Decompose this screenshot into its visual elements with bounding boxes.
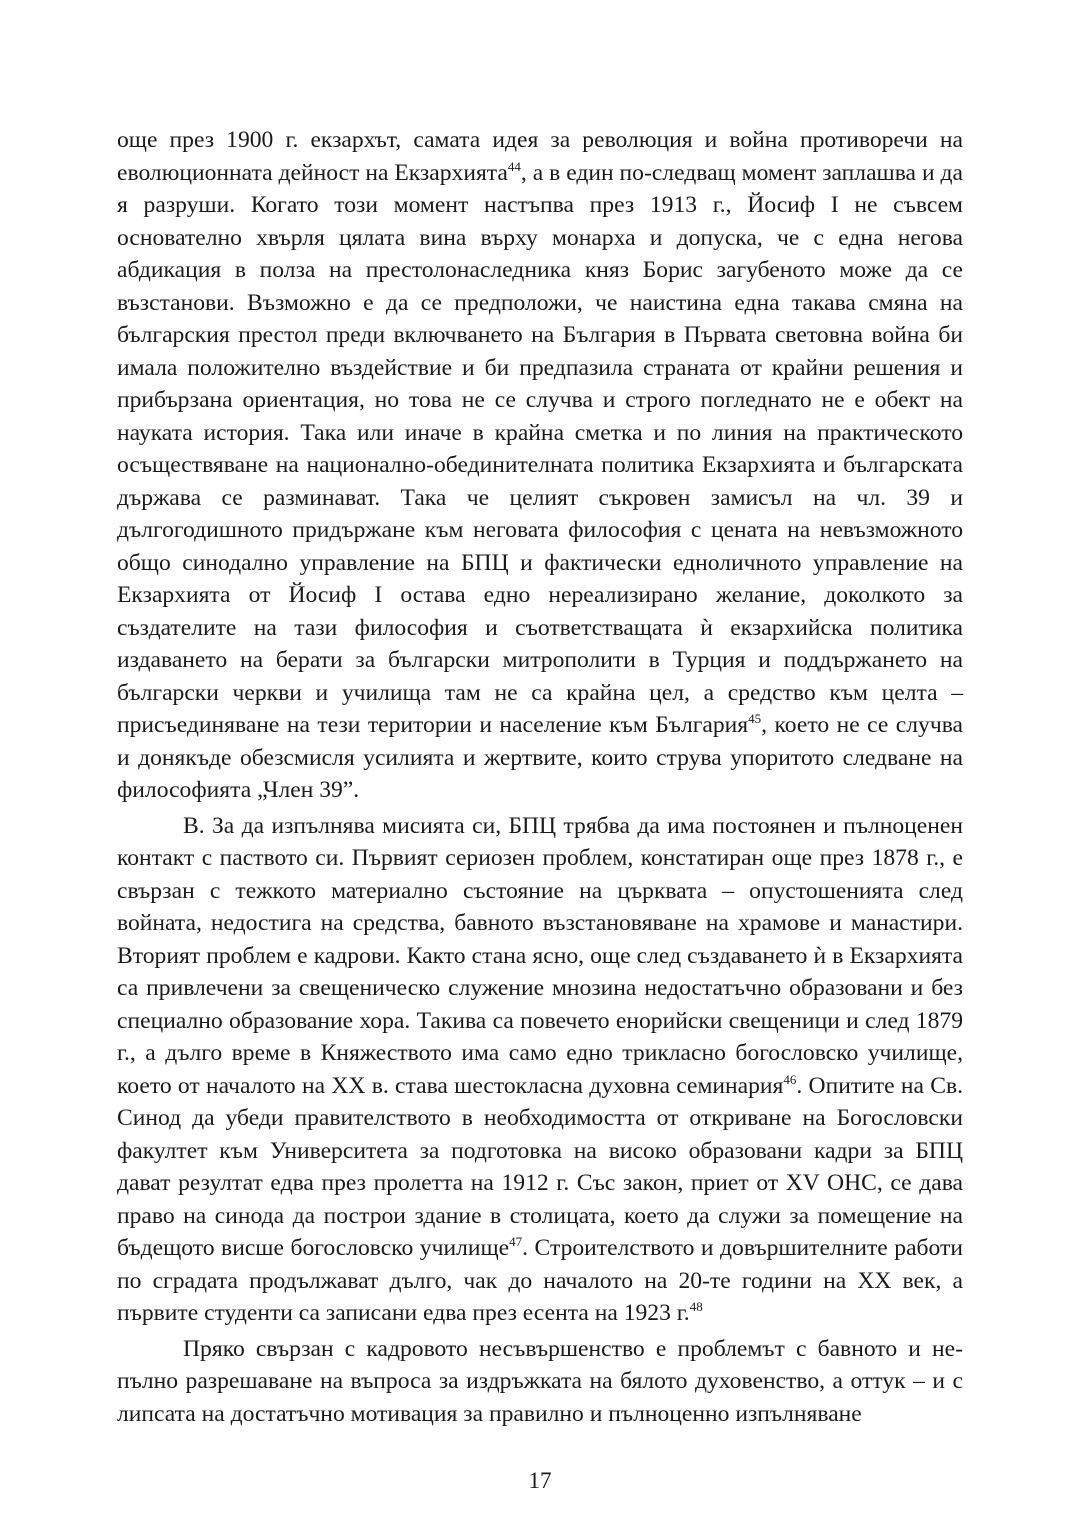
footnote-ref-44: 44 xyxy=(507,158,521,174)
paragraph-3-text-1: Пряко свързан с кадровото несъвършенство е проблемът с бавното и непълно разрешаване на въпроса за издръжката на бялото духовенство, а оттук – и с липсата на достатъчно мотивация за правилно и пълноценно изпълняване xyxy=(117,1335,963,1427)
paragraph-1-text-3: , което не се случва и донякъде обезсмисля усилията и жертвите, които струва упоритото следване на философията „Член 39”. xyxy=(117,712,963,803)
footnote-ref-45: 45 xyxy=(748,711,762,726)
paragraph-1-text-2: , а в един по-следващ момент заплашва и да я разруши. Когато този момент настъпва през 1913 г., Йосиф I не съвсем основателно хвърля цялата вина върху монарха и допуска, че с една негова абдикация в полза на престолонаследника княз Борис загубеното може да се възстанови. Възможно е да се предположи, че наистина една такава смяна на българския престол преди включването на България в Първата световна война би имала положително въздействие и би предпазила страната от крайни решения и прибързана ориентация, но това не се случва и строго погледнато не е обект на науката история. Така или иначе в крайна сметка и по линия на практическото осъществяване на национално-обединителната политика Екзархията и българската държава се разминават. Така че целият съкровен замисъл на чл. 39 и дългогодишното придържане към неговата философия с цената на невъзможното общо синодално управление на БПЦ и фактически едноличното управление на Екзархията от Йосиф I остава едно нереализирано желание, доколкото за създателите на тази философия и съответстващата ѝ екзархийска политика издаването на берати за български митрополити в Турция и поддържането на български черкви и училища там не са крайна цел, а средство към целта – присъединяване на тези територии и население към България xyxy=(117,159,963,738)
footnote-ref-46: 46 xyxy=(783,1071,797,1087)
paragraph-2-text-2: . Опитите на Св. Синод да убеди правителството в необходимостта от откриване на Богословски факултет към Университета за подготовка на високо образовани кадри за БПЦ дават резултат едва през пролетта на 1912 г. Със закон, приет от XV ОНС, се дава право на синода да построи здание в столицата, което да служи за помещение на бъдещото висше богословско училище xyxy=(117,1072,963,1261)
paragraph-2 xyxy=(117,810,963,1330)
paragraph-1 xyxy=(117,124,963,807)
paragraph-2-text-1: В. За да изпълнява мисията си, БПЦ трябва да има постоянен и пълноценен контакт с паството си. Първият сериозен проблем, констатиран още през 1878 г., е свързан с тежкото материално състояние на църквата – опустошенията след войната, недостига на средства, бавното възстановяване на храмове и манастири. Вторият проблем е кадрови. Както стана ясно, още след създаването ѝ в Екзархията са привлечени за свещеническо служение мнозина недостатъчно образовани и без специално образование хора. Такива са повечето енорийски свещеници и след 1879 г., а дълго време в Княжеството има само едно трикласно богословско училище, което от началото на XX в. става шестокласна духовна семинария xyxy=(117,812,963,1099)
body-text xyxy=(117,124,963,1430)
paragraph-3 xyxy=(117,1333,963,1431)
footnote-ref-47: 47 xyxy=(509,1234,523,1249)
page-number: 17 xyxy=(528,1468,552,1493)
paragraph-1-text-1: още през 1900 г. екзархът, самата идея за революция и война противоречи на еволюционната дейност на Екзархията xyxy=(117,127,963,186)
paragraph-2-text-3: . Строителството и довършителните работи по сградата продължават дълго, чак до началото на 20-те години на XX век, а първите студенти са записани едва през есента на 1923 г. xyxy=(117,1235,963,1326)
footnote-ref-48: 48 xyxy=(689,1299,703,1314)
